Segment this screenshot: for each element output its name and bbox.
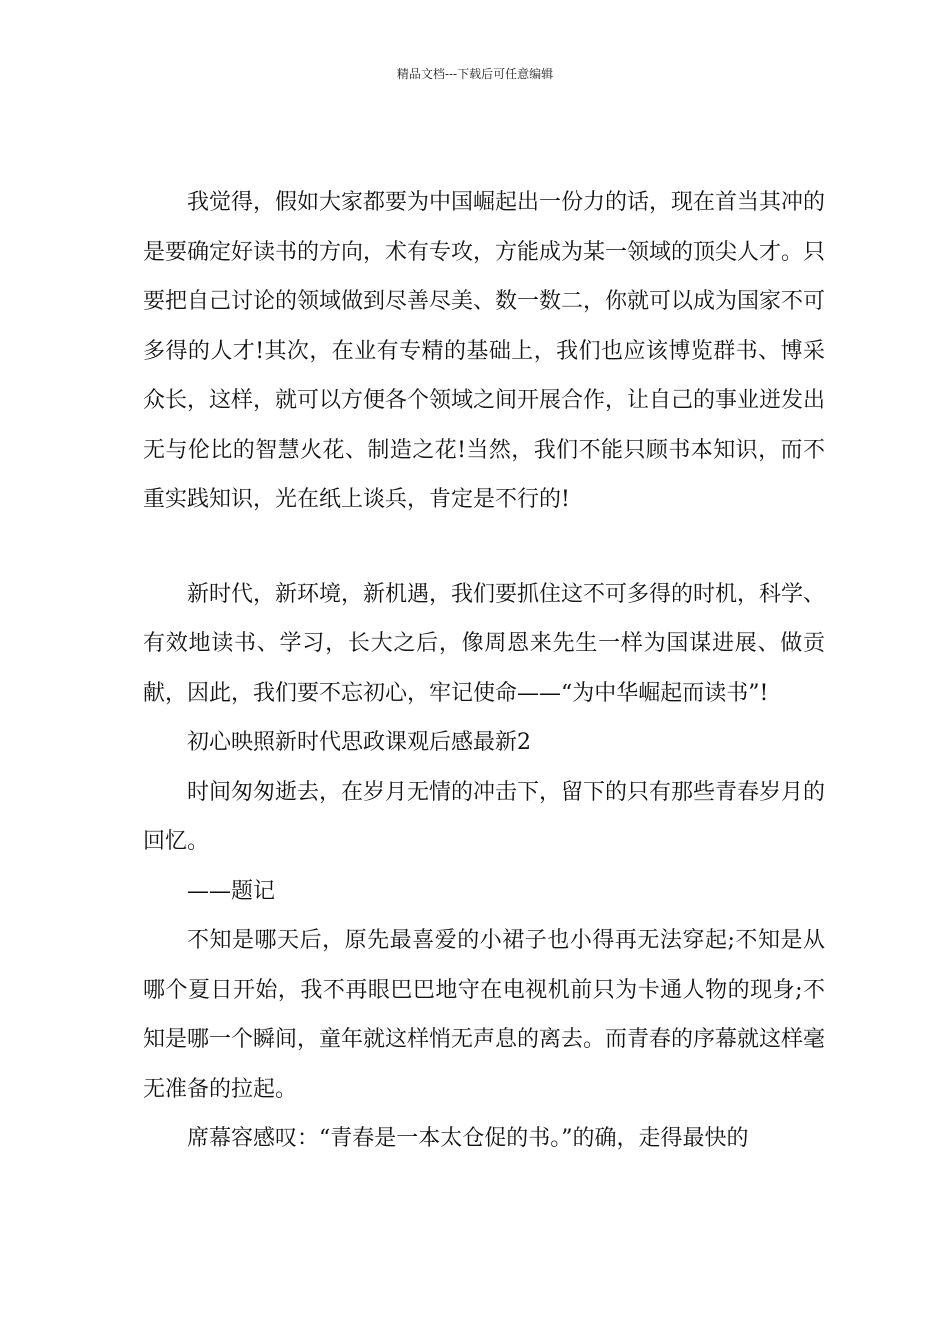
paragraph-childhood: 不知是哪天后，原先最喜爱的小裙子也小得再无法穿起;不知是从哪个夏日开始，我不再眼巴巴地守在电视机前只为卡通人物的现身;不知是哪一个瞬间，童年就这样悄无声息的离去。而青春的序幕就这样毫无准备的拉起。 xyxy=(143,928,826,1102)
section-title: 初心映照新时代思政课观后感最新2 xyxy=(187,730,531,755)
document-body xyxy=(143,178,825,1164)
paragraph-epigraph: ——题记 xyxy=(187,878,276,904)
paragraph-gap xyxy=(143,525,825,570)
paragraph-youth-quote: 席幕容感叹：“青春是一本太仓促的书。”的确，走得最快的 xyxy=(187,1126,749,1151)
paragraph-reading-direction: 我觉得，假如大家都要为中国崛起出一份力的话，现在首当其冲的是要确定好读书的方向，术有专攻，方能成为某一领域的顶尖人才。只要把自己讨论的领域做到尽善尽美、数一数二，你就可以成为国家不可多得的人才!其次，在业有专精的基础上，我们也应该博览群书、博采众长，这样，就可以方便各个领域之间开展合作，让自己的事业迸发出无与伦比的智慧火花、制造之花!当然，我们不能只顾书本知识，而不重实践知识，光在纸上谈兵，肯定是不行的! xyxy=(143,190,826,512)
page-header: 精品文档---下载后可任意编辑 xyxy=(396,67,554,81)
paragraph-time-passes: 时间匆匆逝去，在岁月无情的冲击下，留下的只有那些青春岁月的回忆。 xyxy=(143,779,826,854)
paragraph-new-era: 新时代，新环境，新机遇，我们要抓住这不可多得的时机，科学、有效地读书、学习，长大之后，像周恩来先生一样为国谋进展、做贡献，因此，我们要不忘初心，牢记使命——“为中华崛起而读书”! xyxy=(143,581,826,706)
